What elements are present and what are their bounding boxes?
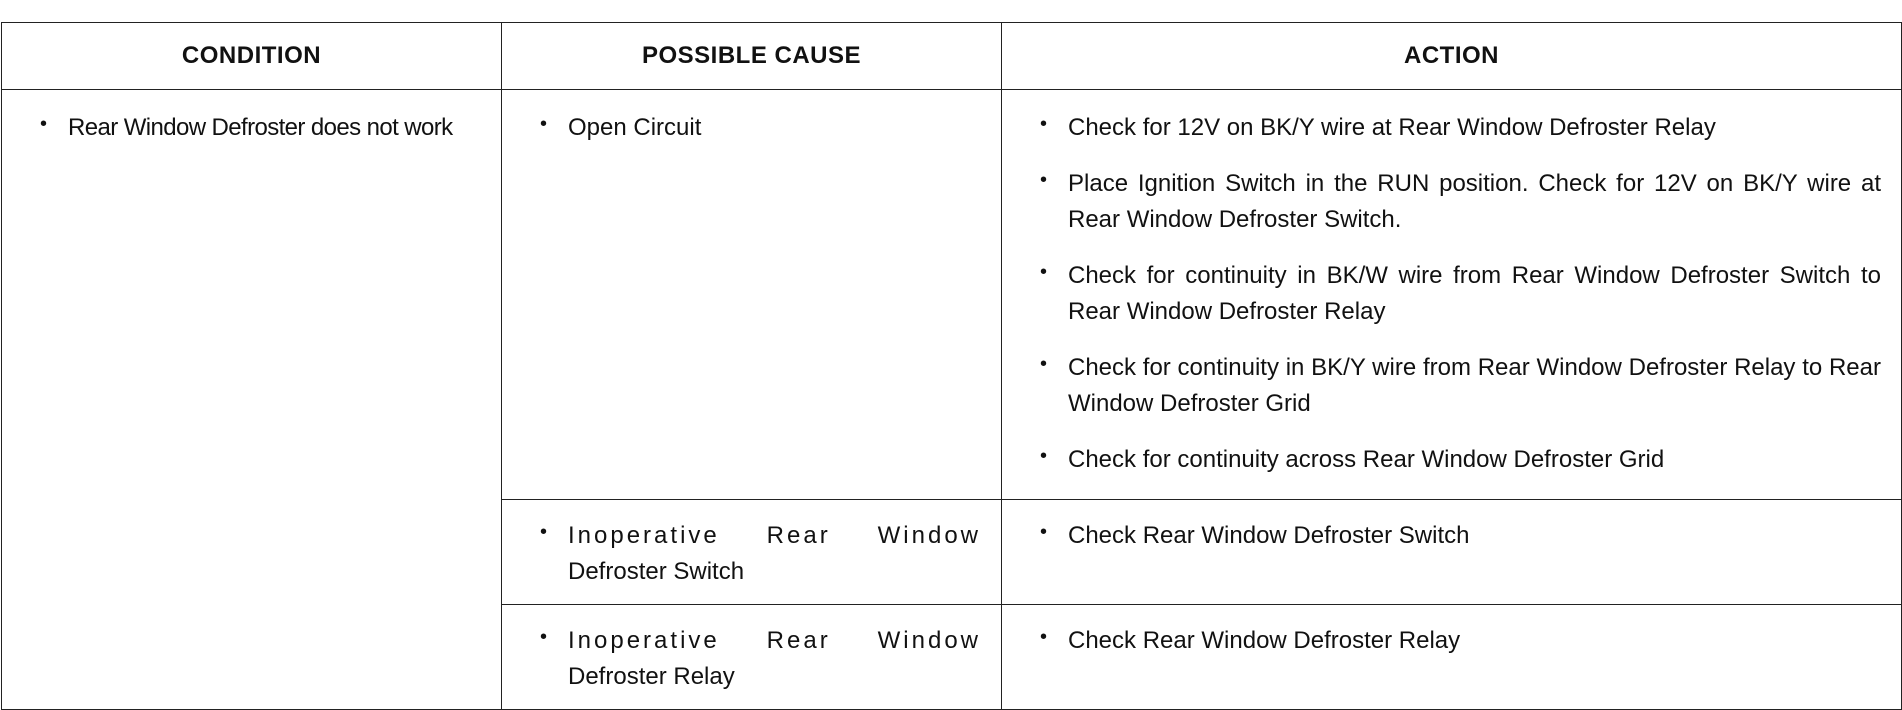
action-text: Check for continuity across Rear Window Defroster Grid bbox=[1068, 446, 1665, 473]
header-row bbox=[2, 23, 1902, 90]
bullet-icon: • bbox=[1040, 169, 1048, 191]
action-text: Check for continuity in BK/Y wire from Rear Window Defroster Relay to Rear Window Defroster Grid bbox=[1068, 354, 1881, 417]
bullet-icon: • bbox=[1040, 445, 1048, 467]
action-cell bbox=[1002, 605, 1902, 710]
cause-cell bbox=[502, 500, 1002, 605]
cause-text: Inoperative Rear Window Defroster Switch bbox=[568, 522, 981, 585]
action-cell bbox=[1002, 90, 1902, 500]
list-item bbox=[522, 518, 981, 590]
list-item bbox=[22, 110, 481, 146]
list-item bbox=[1022, 350, 1881, 422]
condition-cell bbox=[2, 90, 502, 710]
action-text: Check for 12V on BK/Y wire at Rear Window Defroster Relay bbox=[1068, 114, 1716, 141]
bullet-icon: • bbox=[1040, 626, 1048, 648]
list-item bbox=[522, 110, 981, 146]
bullet-icon: • bbox=[540, 626, 548, 648]
bullet-icon: • bbox=[1040, 261, 1048, 283]
bullet-icon: • bbox=[1040, 113, 1048, 135]
list-item bbox=[1022, 166, 1881, 238]
condition-text: Rear Window Defroster does not work bbox=[68, 114, 453, 141]
bullet-icon: • bbox=[540, 113, 548, 135]
list-item bbox=[1022, 442, 1881, 478]
list-item bbox=[1022, 258, 1881, 330]
list-item bbox=[1022, 623, 1881, 659]
bullet-icon: • bbox=[40, 113, 48, 135]
action-cell bbox=[1002, 500, 1902, 605]
action-text: Check for continuity in BK/W wire from Rear Window Defroster Switch to Rear Window Defroster Relay bbox=[1068, 262, 1881, 325]
cause-text: Open Circuit bbox=[568, 114, 702, 141]
cause-cell bbox=[502, 605, 1002, 710]
table-row bbox=[2, 90, 1902, 500]
list-item bbox=[1022, 110, 1881, 146]
bullet-icon: • bbox=[1040, 353, 1048, 375]
action-text: Place Ignition Switch in the RUN position. Check for 12V on BK/Y wire at Rear Window Defroster Switch. bbox=[1068, 170, 1881, 233]
list-item bbox=[1022, 518, 1881, 554]
cause-text: Inoperative Rear Window Defroster Relay bbox=[568, 627, 981, 690]
header-action: ACTION bbox=[1002, 23, 1902, 90]
action-text: Check Rear Window Defroster Relay bbox=[1068, 627, 1461, 654]
header-possible-cause: POSSIBLE CAUSE bbox=[502, 23, 1002, 90]
list-item bbox=[522, 623, 981, 695]
bullet-icon: • bbox=[1040, 521, 1048, 543]
action-text: Check Rear Window Defroster Switch bbox=[1068, 522, 1470, 549]
cause-cell bbox=[502, 90, 1002, 500]
troubleshooting-table bbox=[1, 22, 1902, 710]
bullet-icon: • bbox=[540, 521, 548, 543]
header-condition: CONDITION bbox=[2, 23, 502, 90]
